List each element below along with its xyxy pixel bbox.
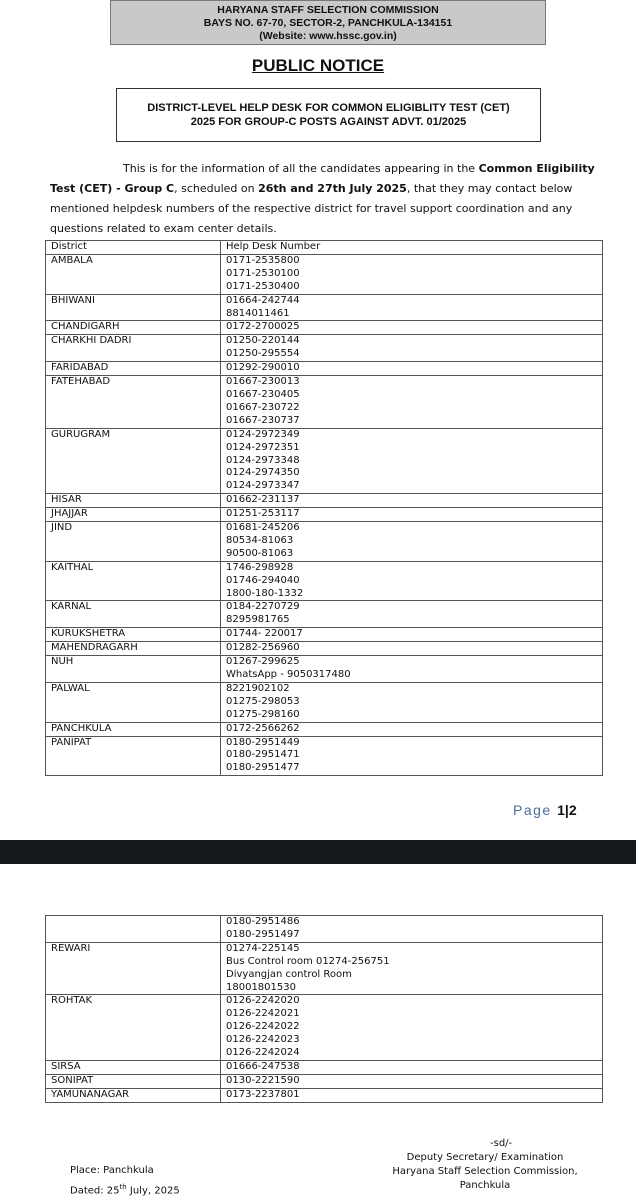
helpdesk-number-cell [221,656,603,683]
helpdesk-number: 18001801530 [226,981,296,993]
helpdesk-number-cell [221,508,603,522]
helpdesk-number: 0180-2951449 [226,736,300,748]
table-row [46,995,603,1061]
district-cell [46,916,221,943]
helpdesk-number: Divyangjan control Room [226,968,352,980]
signatory-location: Panchkula [459,1180,511,1191]
helpdesk-number: WhatsApp - 9050317480 [226,669,351,680]
helpdesk-number: 0180-2951497 [226,928,300,940]
helpdesk-number-cell [221,522,603,562]
intro-text-1: This is for the information of all the candidates appearing in the [123,162,479,175]
helpdesk-number-cell [221,722,603,736]
helpdesk-number: 0124-2972349 [226,428,300,440]
helpdesk-number: 8814011461 [226,307,290,319]
helpdesk-number-cell [221,376,603,429]
helpdesk-number: 01274-225145 [226,942,300,954]
place-date-block [70,1163,180,1199]
district-cell: AMBALA [46,254,221,294]
intro-text-3: , that they may contact below mentioned helpdesk numbers of the respective district for travel support coordination and any questions related to exam center details. [50,182,573,235]
helpdesk-number: 01292-290010 [226,362,300,374]
signatory-designation: Deputy Secretary/ Examination [406,1152,564,1163]
commission-website: (Website: www.hssc.gov.in) [259,30,397,42]
helpdesk-number: 01250-220144 [226,335,300,347]
helpdesk-number: 0180-2951486 [226,916,300,927]
helpdesk-number: 0130-2221590 [226,1074,300,1086]
signatory-organisation: Haryana Staff Selection Commission, [392,1166,578,1177]
intro-text-2: , scheduled on [174,182,259,195]
helpdesk-number: Bus Control room 01274-256751 [226,955,390,967]
helpdesk-number-cell [221,494,603,508]
helpdesk-number-cell [221,682,603,722]
helpdesk-number-cell [221,1088,603,1102]
subject-line-2: 2025 FOR GROUP-C POSTS AGAINST ADVT. 01/2025 [190,116,467,128]
helpdesk-number: 0124-2974350 [226,467,300,479]
page-separator: | [564,802,569,818]
table-row [46,722,603,736]
table-row [46,1088,603,1102]
helpdesk-number: 0124-2972351 [226,441,300,453]
district-cell: MAHENDRAGARH [46,642,221,656]
helpdesk-number: 0172-2566262 [226,722,300,734]
helpdesk-number: 01666-247538 [226,1060,300,1072]
helpdesk-number-cell [221,642,603,656]
page-total: 2 [568,802,577,818]
helpdesk-number: 01667-230013 [226,376,300,388]
helpdesk-number-cell [221,995,603,1061]
helpdesk-number: 0173-2237801 [226,1088,300,1100]
table-row [46,522,603,562]
page-label: Page [513,802,552,818]
helpdesk-number: 01251-253117 [226,508,300,520]
table-row [46,736,603,776]
district-cell: GURUGRAM [46,428,221,494]
district-cell: FARIDABAD [46,362,221,376]
district-cell: PANCHKULA [46,722,221,736]
dated-prefix: Dated: 25 [70,1185,120,1197]
sd-mark: -sd/- [490,1138,513,1149]
table-row [46,916,603,943]
district-cell: KARNAL [46,601,221,628]
helpdesk-number: 80534-81063 [226,534,294,546]
helpdesk-number: 01250-295554 [226,348,300,360]
header-helpdesk-number: Help Desk Number [221,241,603,255]
commission-header [110,0,546,45]
table-row [46,942,603,995]
table-row [46,335,603,362]
helpdesk-number: 01282-256960 [226,642,300,654]
district-cell: CHARKHI DADRI [46,335,221,362]
table-row [46,656,603,683]
table-row [46,508,603,522]
helpdesk-number: 0180-2951471 [226,749,300,761]
table-row [46,494,603,508]
district-cell: KURUKSHETRA [46,628,221,642]
helpdesk-number-cell [221,736,603,776]
helpdesk-number: 0124-2973347 [226,480,300,492]
helpdesk-number-cell [221,1074,603,1088]
commission-name: HARYANA STAFF SELECTION COMMISSION [217,4,439,16]
district-cell: REWARI [46,942,221,995]
helpdesk-number: 90500-81063 [226,547,294,559]
district-cell: SONIPAT [46,1074,221,1088]
subject-line-1: DISTRICT-LEVEL HELP DESK FOR COMMON ELIGIBLITY TEST (CET) [147,102,510,114]
helpdesk-number-cell [221,916,603,943]
table-row [46,682,603,722]
district-cell: NUH [46,656,221,683]
helpdesk-number: 0126-2242021 [226,1008,300,1020]
helpdesk-number-cell [221,428,603,494]
helpdesk-number-cell [221,561,603,601]
dated-sup: th [119,1183,127,1191]
helpdesk-number: 0124-2973348 [226,454,300,466]
table-row [46,1060,603,1074]
district-cell: JHAJJAR [46,508,221,522]
helpdesk-number: 0126-2242023 [226,1034,300,1046]
helpdesk-number: 1800-180-1332 [226,587,304,599]
helpdesk-number: 0184-2270729 [226,601,300,613]
helpdesk-number-cell [221,942,603,995]
district-cell: CHANDIGARH [46,321,221,335]
helpdesk-number: 01667-230722 [226,401,300,413]
intro-paragraph [50,159,598,239]
helpdesk-number: 0126-2242020 [226,995,300,1007]
helpdesk-table-page-1 [45,240,603,776]
helpdesk-number-cell [221,294,603,321]
helpdesk-number: 01667-230405 [226,388,300,400]
helpdesk-table-page-2 [45,915,603,1103]
table-row [46,628,603,642]
intro-bold-dates: 26th and 27th July 2025 [258,182,407,195]
notice-title: PUBLIC NOTICE [251,56,385,75]
table-row [46,321,603,335]
helpdesk-number: 01275-298053 [226,695,300,707]
district-cell: FATEHABAD [46,376,221,429]
table-row [46,601,603,628]
district-cell: PALWAL [46,682,221,722]
district-cell: SIRSA [46,1060,221,1074]
dated-suffix: July, 2025 [126,1185,180,1197]
subject-box [116,88,541,142]
helpdesk-number: 8295981765 [226,614,290,626]
helpdesk-number: 01681-245206 [226,522,300,534]
helpdesk-number: 0126-2242022 [226,1021,300,1033]
helpdesk-number: 8221902102 [226,682,290,694]
table-row [46,254,603,294]
helpdesk-number: 1746-298928 [226,561,294,573]
signature-block [385,1151,585,1193]
district-cell: HISAR [46,494,221,508]
district-cell: PANIPAT [46,736,221,776]
helpdesk-number: 01275-298160 [226,708,300,720]
helpdesk-number-cell [221,628,603,642]
helpdesk-number: 01662-231137 [226,494,300,506]
place: Place: Panchkula [70,1165,154,1176]
helpdesk-number-cell [221,601,603,628]
district-cell: JIND [46,522,221,562]
intro-bold-exam: Common Eligibility Test (CET) - Group C [50,162,595,195]
helpdesk-number: 0171-2535800 [226,254,300,266]
helpdesk-number: 01267-299625 [226,656,300,668]
page-divider [0,840,636,864]
table-row [46,376,603,429]
dated [70,1179,180,1199]
page-number [513,802,577,818]
district-cell: YAMUNANAGAR [46,1088,221,1102]
header-district: District [46,241,221,255]
commission-address: BAYS NO. 67-70, SECTOR-2, PANCHKULA-134151 [203,17,453,29]
helpdesk-number-cell [221,254,603,294]
helpdesk-number-cell [221,335,603,362]
helpdesk-number: 01746-294040 [226,574,300,586]
helpdesk-number: 01744- 220017 [226,628,303,640]
helpdesk-number: 01664-242744 [226,294,300,306]
table-header-row [46,241,603,255]
helpdesk-number: 0171-2530100 [226,267,300,279]
district-cell: KAITHAL [46,561,221,601]
helpdesk-number-cell [221,362,603,376]
district-cell: ROHTAK [46,995,221,1061]
table-row [46,294,603,321]
table-row [46,642,603,656]
table-row [46,561,603,601]
page-current: 1 [557,802,565,818]
helpdesk-number: 0180-2951477 [226,762,300,774]
table-row [46,362,603,376]
helpdesk-number-cell [221,321,603,335]
helpdesk-number: 0126-2242024 [226,1047,300,1059]
helpdesk-number: 0172-2700025 [226,321,300,333]
helpdesk-number: 01667-230737 [226,414,300,426]
table-row [46,1074,603,1088]
district-cell: BHIWANI [46,294,221,321]
table-row [46,428,603,494]
helpdesk-number: 0171-2530400 [226,280,300,292]
helpdesk-number-cell [221,1060,603,1074]
